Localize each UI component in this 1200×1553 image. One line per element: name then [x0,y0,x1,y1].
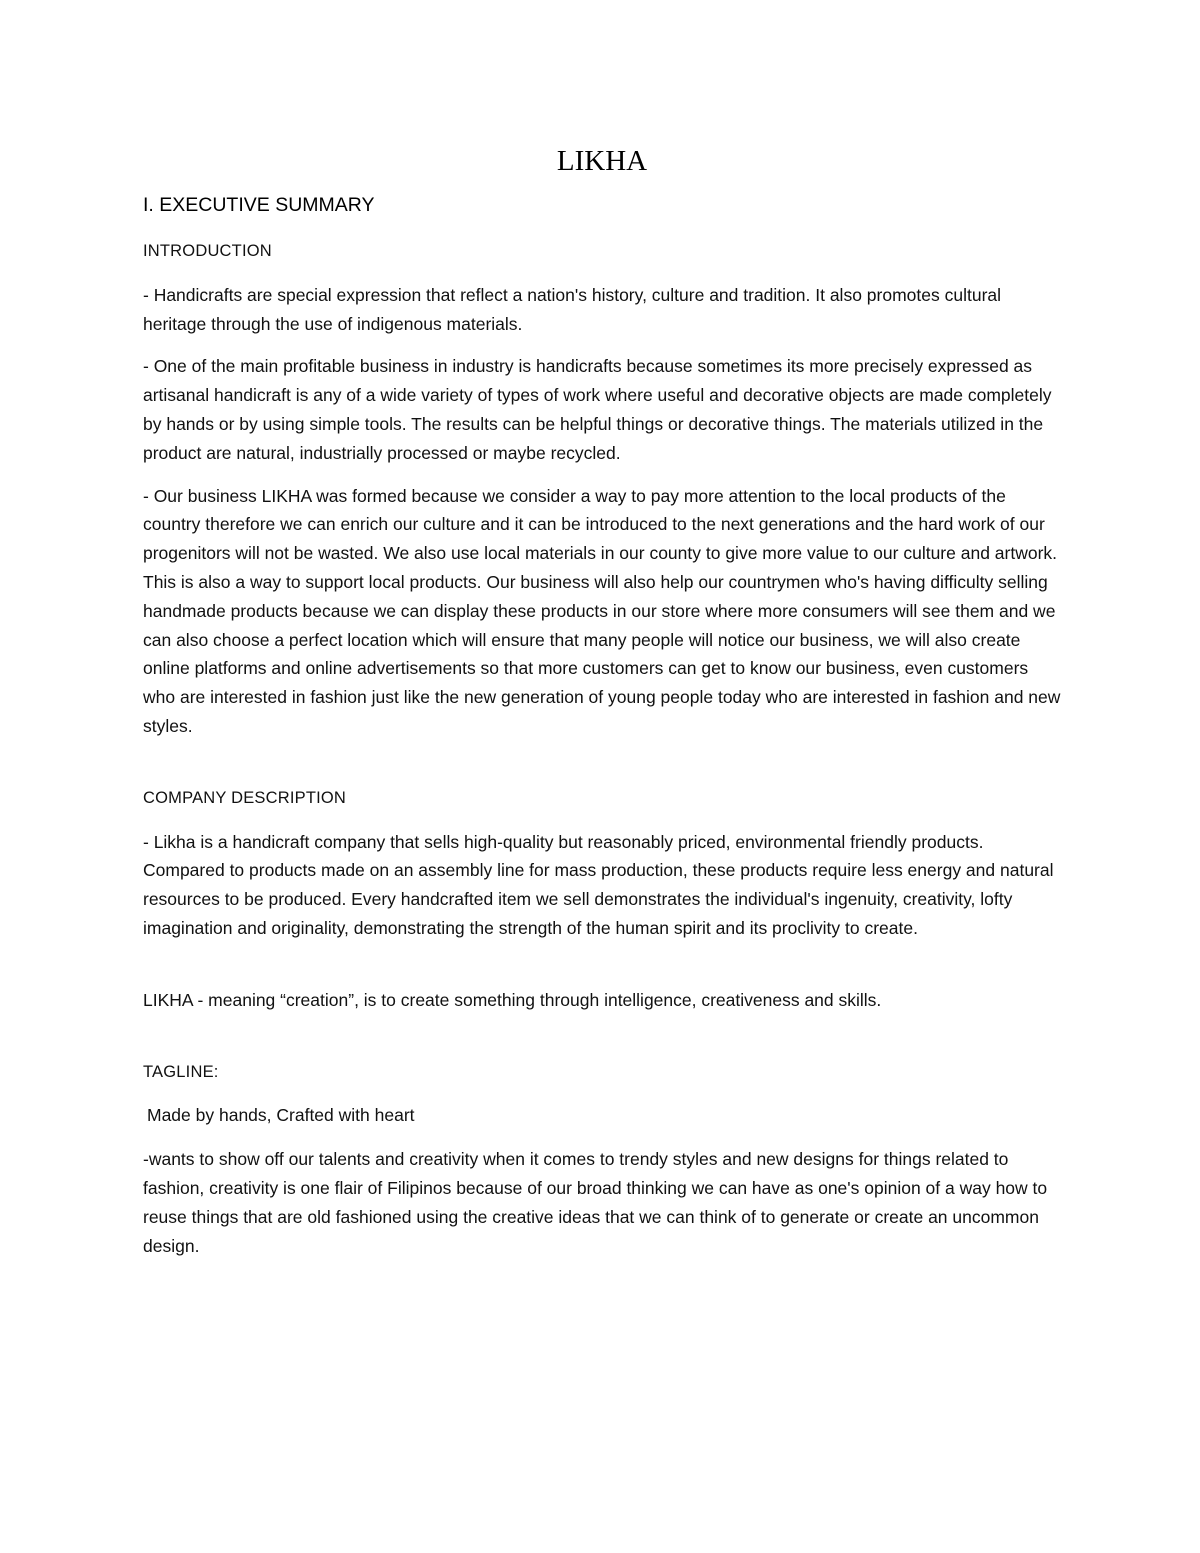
spacer [143,1029,1061,1058]
spacer [143,755,1061,784]
executive-summary-heading: I. EXECUTIVE SUMMARY [143,194,375,216]
tagline-paragraph: -wants to show off our talents and creativity when it comes to trendy styles and new designs for things related to fashion, creativity is one flair of Filipinos because of our broad thinking we can have as one's opinion of a way how to reuse things that are old fashioned using the creative ideas that we can think of to generate or create an uncommon design. [143,1149,1048,1256]
introduction-paragraph-1: - Handicrafts are special expression that reflect a nation's history, culture and tradition. It also promotes cultural heritage through the use of indigenous materials. [143,284,1002,334]
introduction-paragraph-2: - One of the main profitable business in industry is handicrafts because sometimes its more precisely expressed as artisanal handicraft is any of a wide variety of types of work where useful and decorative objects are made completely by hands or by using simple tools. The results can be helpful things or decorative things. The materials utilized in the product are natural, industrially processed or maybe recycled. [143,356,1052,463]
document-title: LIKHA [556,145,648,177]
company-description-paragraph: - Likha is a handicraft company that sells high-quality but reasonably priced, environmental friendly products. Compared to products made on an assembly line for mass production, these products require less energy and natural resources to be produced. Every handcrafted item we sell demonstrates the individual's ingenuity, creativity, lofty imagination and originality, demonstrating the strength of the human spirit and its proclivity to create. [143,831,1054,938]
tagline-text: Made by hands, Crafted with heart [147,1105,415,1126]
introduction-heading: INTRODUCTION [143,242,272,260]
tagline-heading: TAGLINE: [143,1062,219,1081]
document-body [143,142,1061,1274]
spacer [143,957,1061,986]
likha-meaning-text: LIKHA - meaning “creation”, is to create something through intelligence, creativeness and skills. [143,989,882,1010]
introduction-paragraph-3: - Our business LIKHA was formed because we consider a way to pay more attention to the local products of the country therefore we can enrich our culture and it can be introduced to the next generations and the hard work of our progenitors will not be wasted. We also use local materials in our county to give more value to our culture and artwork. This is also a way to support local products. Our business will also help our countrymen who's having difficulty selling handmade products because we can display these products in our store where more consumers will see them and we can also choose a perfect location which will ensure that many people will notice our business, we will also create online platforms and online advertisements so that more customers can get to know our business, even customers who are interested in fashion just like the new generation of young people today who are interested in fashion and new styles. [143,485,1061,736]
company-description-heading: COMPANY DESCRIPTION [143,788,347,807]
